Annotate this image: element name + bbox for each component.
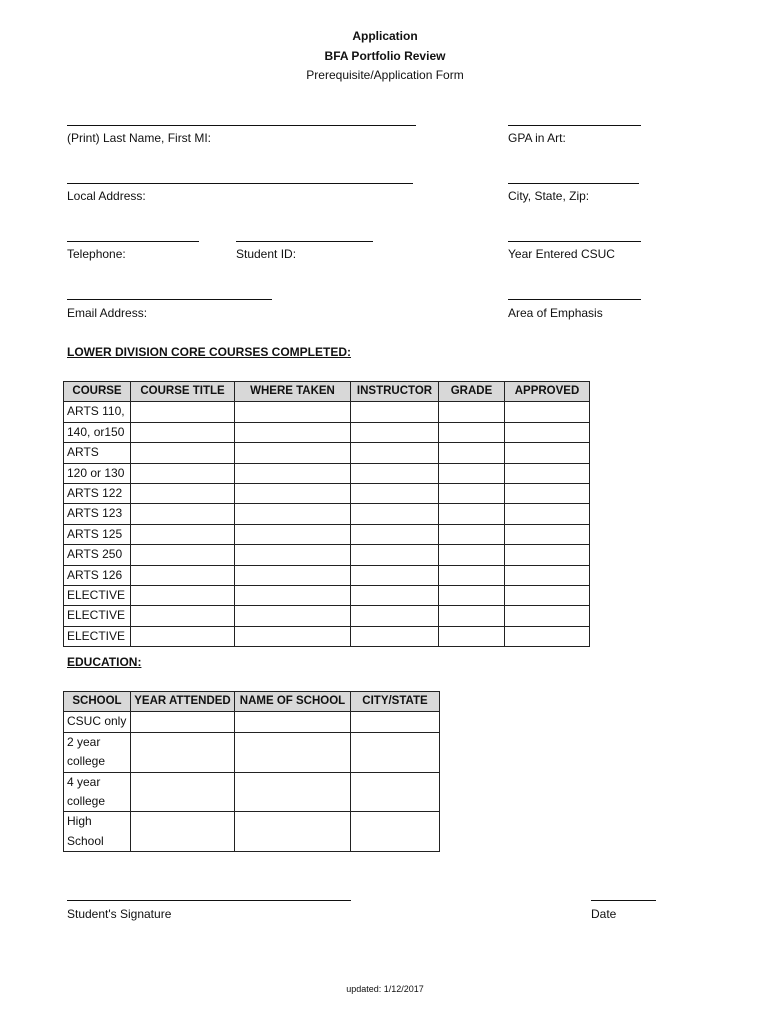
school-type-cell [64, 812, 131, 852]
course-row [64, 586, 590, 606]
form-name: Prerequisite/Application Form [306, 68, 464, 82]
col-course: COURSE [64, 382, 131, 402]
city-state-zip-line[interactable] [508, 183, 639, 184]
course-entry-cell[interactable] [439, 524, 505, 544]
course-code-cell: ARTS 126 [64, 565, 131, 585]
course-entry-cell[interactable] [439, 463, 505, 483]
course-entry-cell[interactable] [351, 626, 439, 646]
course-entry-cell[interactable] [351, 463, 439, 483]
course-entry-cell[interactable] [235, 422, 351, 442]
course-entry-cell[interactable] [439, 422, 505, 442]
education-heading: EDUCATION: [67, 655, 142, 669]
course-entry-cell[interactable] [351, 524, 439, 544]
telephone-line[interactable] [67, 241, 199, 242]
email-line[interactable] [67, 299, 272, 300]
course-entry-cell[interactable] [131, 463, 235, 483]
education-entry-cell[interactable] [131, 812, 235, 852]
course-row [64, 545, 590, 565]
col-instructor: INSTRUCTOR [351, 382, 439, 402]
course-row [64, 504, 590, 524]
course-entry-cell[interactable] [505, 606, 590, 626]
education-row [64, 732, 440, 772]
local-address-label: Local Address: [67, 189, 146, 203]
course-entry-cell[interactable] [439, 586, 505, 606]
course-code-cell: 140, or150 [64, 422, 131, 442]
course-code-cell: ARTS 125 [64, 524, 131, 544]
course-entry-cell[interactable] [505, 545, 590, 565]
col-course-title: COURSE TITLE [131, 382, 235, 402]
area-of-emphasis-label: Area of Emphasis [508, 306, 603, 320]
city-state-zip-label: City, State, Zip: [508, 189, 590, 203]
school-type-line: 4 year [67, 774, 101, 789]
updated-note: updated: 1/12/2017 [346, 984, 424, 994]
education-header-row [64, 692, 440, 712]
education-entry-cell[interactable] [235, 772, 351, 812]
course-entry-cell[interactable] [505, 463, 590, 483]
course-entry-cell[interactable] [439, 484, 505, 504]
email-label: Email Address: [67, 306, 148, 320]
education-entry-cell[interactable] [131, 772, 235, 812]
course-entry-cell[interactable] [439, 504, 505, 524]
course-entry-cell[interactable] [131, 484, 235, 504]
course-entry-cell[interactable] [131, 402, 235, 422]
course-entry-cell[interactable] [505, 524, 590, 544]
course-entry-cell[interactable] [235, 586, 351, 606]
course-row [64, 626, 590, 646]
signature-label: Student's Signature [67, 907, 172, 921]
school-type-line: 2 year [67, 734, 101, 749]
course-entry-cell[interactable] [439, 606, 505, 626]
course-entry-cell[interactable] [351, 545, 439, 565]
education-entry-cell[interactable] [351, 712, 440, 732]
date-line[interactable] [591, 900, 656, 901]
education-entry-cell[interactable] [131, 712, 235, 732]
school-type-line: School [67, 833, 104, 848]
education-entry-cell[interactable] [351, 772, 440, 812]
col-approved: APPROVED [505, 382, 590, 402]
education-table [63, 691, 440, 852]
course-entry-cell[interactable] [439, 565, 505, 585]
course-code-cell: ARTS [64, 443, 131, 463]
course-entry-cell[interactable] [131, 565, 235, 585]
education-entry-cell[interactable] [235, 732, 351, 772]
course-entry-cell[interactable] [439, 545, 505, 565]
course-entry-cell[interactable] [235, 606, 351, 626]
courses-header-row [64, 382, 590, 402]
course-code-cell: ARTS 123 [64, 504, 131, 524]
course-row [64, 484, 590, 504]
area-of-emphasis-line[interactable] [508, 299, 641, 300]
course-entry-cell[interactable] [235, 402, 351, 422]
school-type-line: college [67, 754, 106, 769]
course-entry-cell[interactable] [235, 484, 351, 504]
education-row [64, 712, 440, 732]
course-entry-cell[interactable] [351, 484, 439, 504]
school-type-cell [64, 772, 131, 812]
course-entry-cell[interactable] [351, 606, 439, 626]
school-type-line: High [67, 814, 92, 829]
course-entry-cell[interactable] [235, 565, 351, 585]
course-entry-cell[interactable] [131, 524, 235, 544]
gpa-label: GPA in Art: [508, 131, 566, 145]
course-entry-cell[interactable] [131, 606, 235, 626]
student-id-label: Student ID: [236, 247, 297, 261]
school-type-line: college [67, 794, 106, 809]
course-entry-cell[interactable] [351, 586, 439, 606]
education-entry-cell[interactable] [235, 712, 351, 732]
course-entry-cell[interactable] [235, 463, 351, 483]
course-entry-cell[interactable] [505, 586, 590, 606]
course-row [64, 463, 590, 483]
course-entry-cell[interactable] [439, 626, 505, 646]
course-code-cell: ELECTIVE [64, 586, 131, 606]
course-entry-cell[interactable] [505, 626, 590, 646]
gpa-line[interactable] [508, 125, 641, 126]
year-entered-label: Year Entered CSUC [508, 247, 615, 261]
education-row [64, 812, 440, 852]
name-label: (Print) Last Name, First MI: [67, 131, 212, 145]
course-entry-cell[interactable] [131, 422, 235, 442]
course-code-cell: ARTS 110, [64, 402, 131, 422]
course-row [64, 524, 590, 544]
course-row [64, 422, 590, 442]
course-entry-cell[interactable] [505, 504, 590, 524]
col-where-taken: WHERE TAKEN [235, 382, 351, 402]
course-entry-cell[interactable] [131, 626, 235, 646]
course-entry-cell[interactable] [235, 545, 351, 565]
course-code-cell: ELECTIVE [64, 606, 131, 626]
education-entry-cell[interactable] [351, 812, 440, 852]
course-entry-cell[interactable] [351, 504, 439, 524]
course-code-cell: ARTS 122 [64, 484, 131, 504]
course-row [64, 565, 590, 585]
col-grade: GRADE [439, 382, 505, 402]
student-id-line[interactable] [236, 241, 373, 242]
form-title: Application [352, 29, 418, 43]
col-name-of-school: NAME OF SCHOOL [235, 692, 351, 712]
course-row [64, 606, 590, 626]
school-type-cell [64, 712, 131, 732]
course-entry-cell[interactable] [235, 524, 351, 544]
courses-table [63, 381, 590, 647]
col-school: SCHOOL [64, 692, 131, 712]
course-code-cell: ELECTIVE [64, 626, 131, 646]
course-code-cell: ARTS 250 [64, 545, 131, 565]
course-row [64, 402, 590, 422]
course-entry-cell[interactable] [351, 565, 439, 585]
form-subtitle: BFA Portfolio Review [324, 49, 446, 63]
course-entry-cell[interactable] [505, 565, 590, 585]
school-type-cell [64, 732, 131, 772]
course-entry-cell[interactable] [439, 443, 505, 463]
course-entry-cell[interactable] [131, 443, 235, 463]
course-code-cell: 120 or 130 [64, 463, 131, 483]
school-type-line: CSUC only [67, 714, 127, 729]
course-entry-cell[interactable] [235, 626, 351, 646]
course-entry-cell[interactable] [439, 402, 505, 422]
year-entered-line[interactable] [508, 241, 641, 242]
col-year-attended: YEAR ATTENDED [131, 692, 235, 712]
education-entry-cell[interactable] [351, 732, 440, 772]
course-entry-cell[interactable] [505, 484, 590, 504]
course-entry-cell[interactable] [235, 443, 351, 463]
education-row [64, 772, 440, 812]
course-row [64, 443, 590, 463]
telephone-label: Telephone: [67, 247, 126, 261]
course-entry-cell[interactable] [351, 422, 439, 442]
course-entry-cell[interactable] [131, 586, 235, 606]
date-label: Date [591, 907, 617, 921]
course-entry-cell[interactable] [505, 402, 590, 422]
name-line[interactable] [67, 125, 416, 126]
course-entry-cell[interactable] [505, 443, 590, 463]
course-entry-cell[interactable] [131, 504, 235, 524]
signature-line[interactable] [67, 900, 351, 901]
education-entry-cell[interactable] [235, 812, 351, 852]
col-city-state: CITY/STATE [351, 692, 440, 712]
course-entry-cell[interactable] [131, 545, 235, 565]
course-entry-cell[interactable] [351, 402, 439, 422]
courses-heading: LOWER DIVISION CORE COURSES COMPLETED: [67, 345, 352, 359]
course-entry-cell[interactable] [505, 422, 590, 442]
education-entry-cell[interactable] [131, 732, 235, 772]
local-address-line[interactable] [67, 183, 413, 184]
course-entry-cell[interactable] [351, 443, 439, 463]
course-entry-cell[interactable] [235, 504, 351, 524]
